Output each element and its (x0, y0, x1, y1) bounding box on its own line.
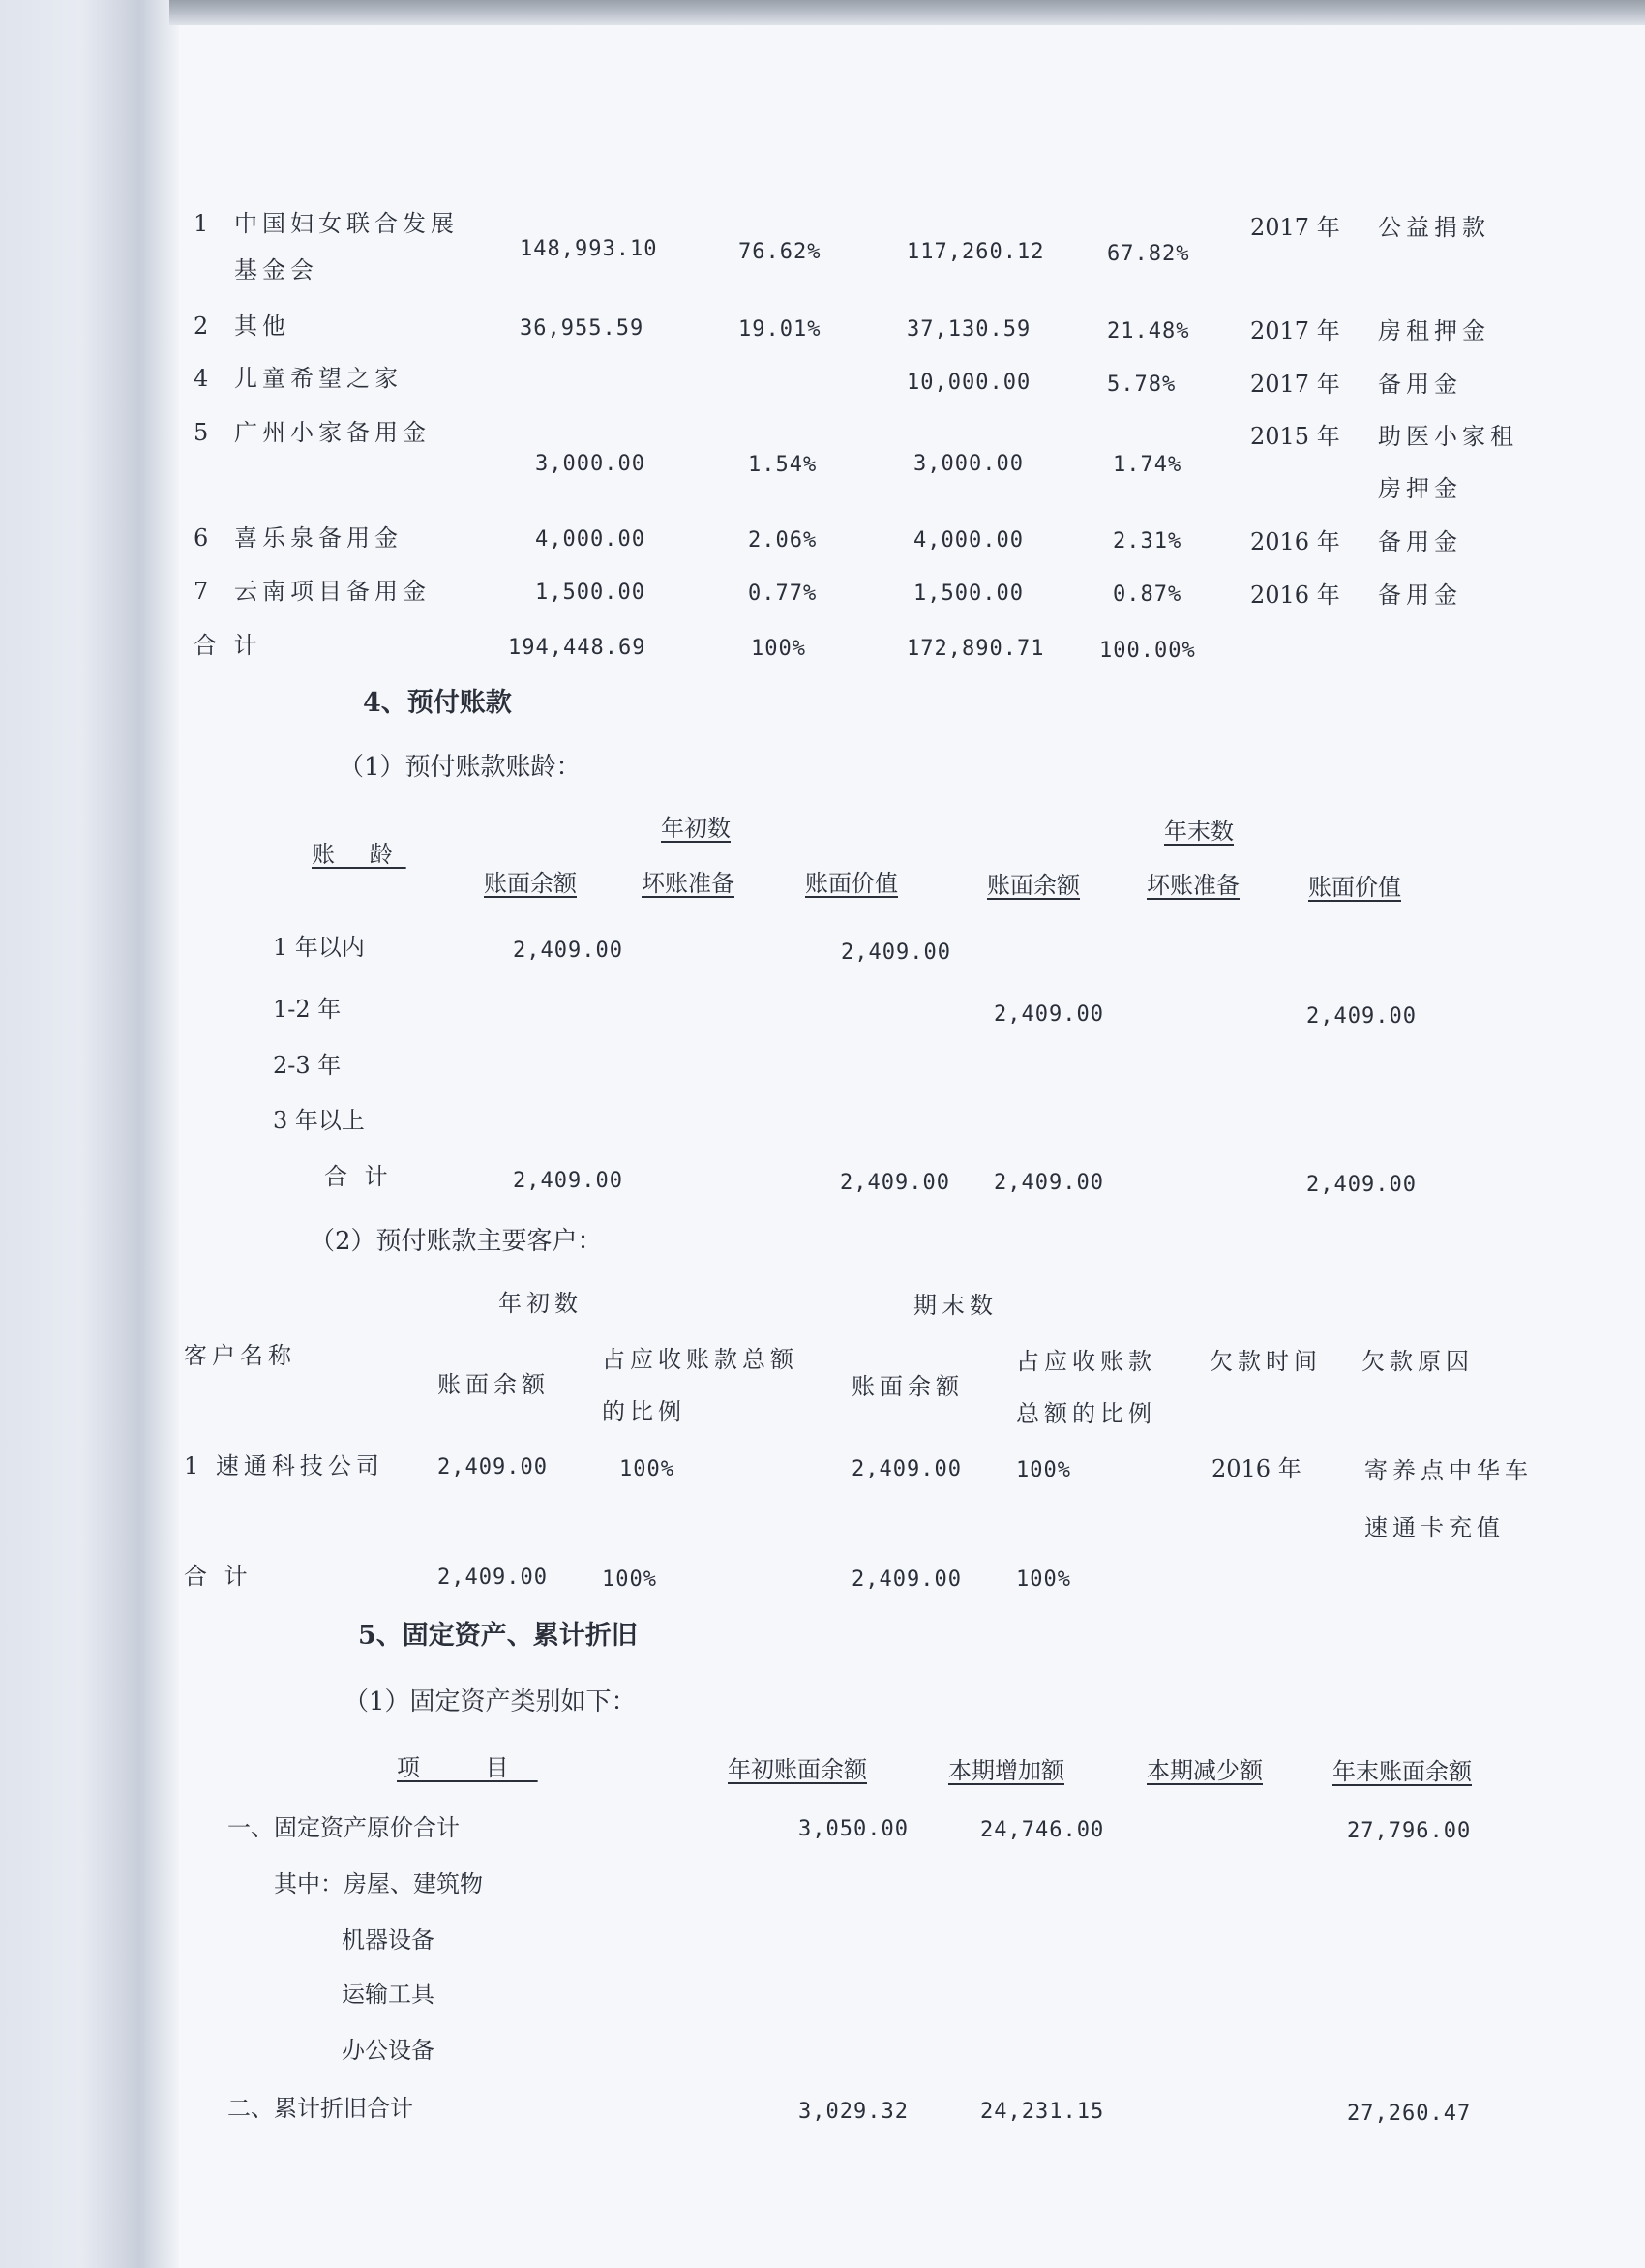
aging-label: 1 年以内 (273, 934, 365, 961)
fixed-assets-subtitle: （1）固定资产类别如下： (344, 1687, 637, 1716)
aging-total-begin-balance: 2,409.00 (513, 1169, 623, 1193)
col-bad-debt-end: 坏账准备 (1147, 872, 1240, 899)
clients-total-end-ratio: 100% (1016, 1567, 1071, 1592)
client-arrears-reason-cont: 速通卡充值 (1364, 1514, 1505, 1541)
row-name: 广州小家备用金 (234, 419, 431, 446)
row-open-balance: 148,993.10 (520, 237, 658, 261)
row-close-pct: 21.48% (1107, 319, 1190, 343)
row-year: 2017 年 (1250, 317, 1340, 344)
asset-end: 27,796.00 (1347, 1819, 1472, 1843)
row-reason: 助医小家租 (1378, 423, 1518, 450)
row-open-balance: 4,000.00 (535, 527, 645, 552)
row-close-pct: 1.74% (1113, 453, 1182, 477)
asset-increase: 24,231.15 (980, 2100, 1105, 2124)
row-name-cont: 基金会 (234, 256, 318, 284)
row-open-balance: 3,000.00 (535, 452, 645, 476)
row-reason: 备用金 (1378, 528, 1462, 555)
row-no: 2 (194, 313, 209, 340)
col-year-begin: 年初数 (661, 815, 731, 842)
row-no: 6 (194, 524, 209, 552)
row-open-balance: 1,500.00 (535, 581, 645, 605)
row-year: 2017 年 (1250, 371, 1340, 398)
col-ratio: 占应收账款总额 (602, 1346, 798, 1373)
clients-total-label: 合 计 (184, 1563, 253, 1590)
asset-begin: 3,029.32 (798, 2100, 909, 2124)
client-arrears-reason: 寄养点中华车 (1364, 1457, 1533, 1484)
scan-top-edge (169, 0, 1645, 25)
row-name: 其他 (234, 313, 290, 340)
section-heading-fixed-assets: 5、固定资产、累计折旧 (358, 1621, 638, 1651)
section-heading-prepayments: 4、预付账款 (363, 688, 512, 718)
clients-total-begin-ratio: 100% (602, 1567, 657, 1592)
aging-end-value: 2,409.00 (1306, 1004, 1417, 1029)
col-ratio-end-cont: 总额的比例 (1016, 1400, 1156, 1427)
row-close-balance: 1,500.00 (913, 582, 1024, 606)
aging-total-end-value: 2,409.00 (1306, 1173, 1417, 1197)
col-period-end: 期末数 (913, 1292, 998, 1319)
total-open-pct: 100% (751, 637, 806, 661)
total-label: 合 计 (194, 632, 262, 659)
col-end-balance: 年末账面余额 (1332, 1758, 1472, 1785)
asset-row-label: 办公设备 (342, 2037, 434, 2064)
col-bad-debt: 坏账准备 (642, 870, 734, 897)
aging-end-balance: 2,409.00 (994, 1002, 1104, 1027)
col-arrears-reason: 欠款原因 (1361, 1348, 1474, 1375)
col-book-value-end: 账面价值 (1308, 874, 1401, 901)
row-open-balance: 36,955.59 (520, 316, 644, 341)
col-book-balance-end: 账面余额 (852, 1373, 964, 1400)
client-end-ratio: 100% (1016, 1458, 1071, 1482)
row-year: 2016 年 (1250, 582, 1340, 609)
col-age: 账 龄 (312, 841, 406, 868)
row-open-pct: 1.54% (748, 453, 818, 477)
aging-subtitle: （1）预付账款账龄： (339, 753, 582, 782)
row-name: 中国妇女联合发展 (234, 210, 459, 237)
col-year-end: 年末数 (1164, 818, 1234, 845)
client-name: 1 速通科技公司 (184, 1452, 384, 1479)
aging-label: 1-2 年 (273, 996, 342, 1023)
row-reason: 备用金 (1378, 371, 1462, 398)
clients-total-begin-balance: 2,409.00 (437, 1566, 548, 1590)
aging-begin-value: 2,409.00 (841, 940, 951, 965)
row-year: 2016 年 (1250, 528, 1340, 555)
row-no: 4 (194, 365, 209, 392)
col-item: 项 目 (397, 1754, 538, 1781)
row-close-pct: 5.78% (1107, 373, 1177, 397)
total-close-pct: 100.00% (1099, 639, 1196, 663)
row-year: 2017 年 (1250, 214, 1340, 241)
col-increase: 本期增加额 (948, 1757, 1064, 1784)
row-close-pct: 2.31% (1113, 529, 1182, 553)
asset-row-label: 二、累计折旧合计 (227, 2095, 413, 2122)
row-close-balance: 10,000.00 (907, 371, 1032, 395)
client-begin-balance: 2,409.00 (437, 1455, 548, 1479)
col-year-begin: 年初数 (498, 1290, 583, 1317)
row-reason: 公益捐款 (1378, 214, 1490, 241)
col-book-balance: 账面余额 (437, 1371, 550, 1398)
aging-begin-balance: 2,409.00 (513, 939, 623, 963)
row-close-balance: 3,000.00 (913, 452, 1024, 476)
col-book-value: 账面价值 (805, 870, 898, 897)
client-arrears-time: 2016 年 (1211, 1455, 1301, 1482)
row-close-balance: 37,130.59 (907, 317, 1032, 342)
col-begin-balance: 年初账面余额 (728, 1756, 867, 1783)
row-close-pct: 67.82% (1107, 242, 1190, 266)
row-close-pct: 0.87% (1113, 582, 1182, 607)
asset-increase: 24,746.00 (980, 1818, 1105, 1842)
aging-total-begin-value: 2,409.00 (840, 1171, 950, 1195)
asset-end: 27,260.47 (1347, 2102, 1472, 2126)
total-open-balance: 194,448.69 (508, 636, 646, 660)
col-ratio-end: 占应收账款 (1016, 1348, 1156, 1375)
row-no: 5 (194, 419, 209, 446)
aging-total-label: 合 计 (324, 1163, 393, 1190)
row-open-pct: 2.06% (748, 528, 818, 552)
row-reason: 备用金 (1378, 582, 1462, 609)
row-reason-cont: 房押金 (1378, 475, 1462, 502)
row-name: 云南项目备用金 (234, 578, 431, 605)
row-reason: 房租押金 (1378, 317, 1490, 344)
col-client-name: 客户名称 (184, 1342, 296, 1369)
col-ratio-cont: 的比例 (602, 1398, 686, 1425)
asset-row-label: 其中：房屋、建筑物 (274, 1870, 483, 1897)
client-end-balance: 2,409.00 (852, 1457, 962, 1481)
col-book-balance-end: 账面余额 (987, 872, 1080, 899)
client-begin-ratio: 100% (619, 1457, 674, 1481)
asset-row-label: 机器设备 (342, 1926, 434, 1954)
asset-row-label: 运输工具 (342, 1981, 434, 2008)
row-name: 喜乐泉备用金 (234, 524, 403, 552)
clients-subtitle: （2）预付账款主要客户： (310, 1227, 603, 1256)
row-name: 儿童希望之家 (234, 365, 403, 392)
row-close-balance: 4,000.00 (913, 528, 1024, 552)
row-no: 1 (194, 210, 209, 237)
row-close-balance: 117,260.12 (907, 240, 1045, 264)
asset-row-label: 一、固定资产原价合计 (227, 1814, 460, 1841)
col-decrease: 本期减少额 (1147, 1757, 1263, 1784)
clients-total-end-balance: 2,409.00 (852, 1567, 962, 1592)
row-open-pct: 19.01% (738, 317, 822, 342)
row-no: 7 (194, 578, 209, 605)
total-close-balance: 172,890.71 (907, 637, 1045, 661)
aging-label: 3 年以上 (273, 1107, 365, 1134)
col-arrears-time: 欠款时间 (1210, 1348, 1322, 1375)
row-open-pct: 0.77% (748, 582, 818, 606)
book-binding-shadow (0, 0, 179, 2268)
row-year: 2015 年 (1250, 423, 1340, 450)
col-book-balance: 账面余额 (484, 870, 577, 897)
aging-label: 2-3 年 (273, 1052, 342, 1079)
aging-total-end-balance: 2,409.00 (994, 1171, 1104, 1195)
asset-begin: 3,050.00 (798, 1817, 909, 1841)
row-open-pct: 76.62% (738, 240, 822, 264)
